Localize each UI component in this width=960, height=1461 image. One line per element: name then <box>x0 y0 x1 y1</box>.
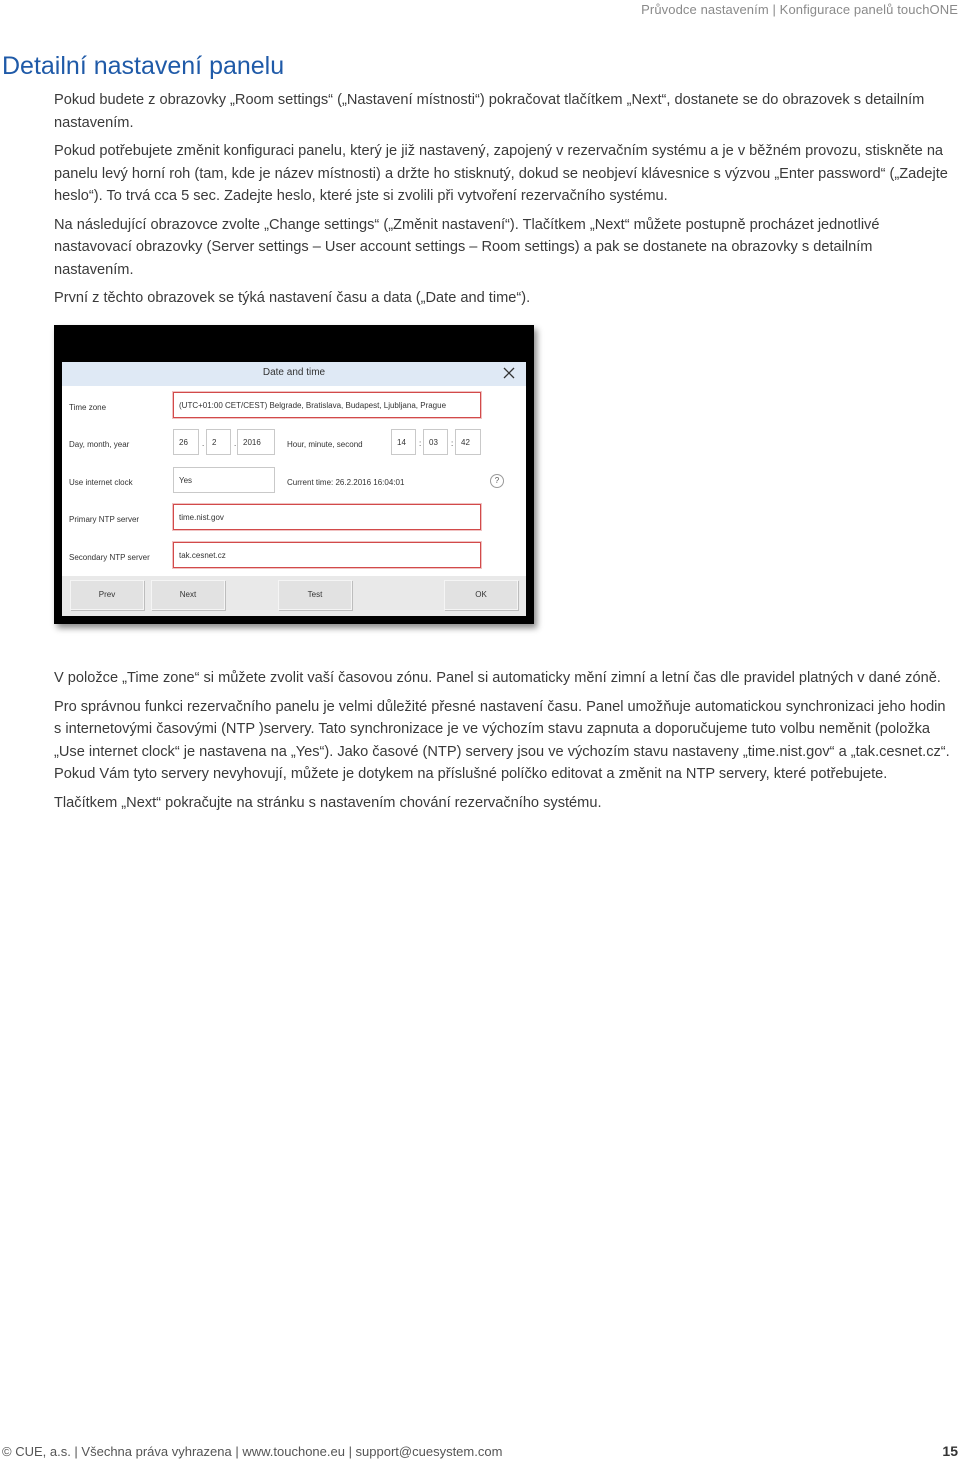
explanation-text <box>54 667 954 820</box>
help-button[interactable]: ? <box>490 474 504 488</box>
primary-ntp-label: Primary NTP server <box>69 515 140 524</box>
hour-field[interactable]: 14 <box>391 429 416 455</box>
time-zone-select[interactable]: (UTC+01:00 CET/CEST) Belgrade, Bratislava, Budapest, Ljubljana, Prague <box>173 392 481 418</box>
page-number: 15 <box>942 1443 958 1459</box>
date-label: Day, month, year <box>69 440 130 449</box>
panel-screenshot <box>54 325 534 624</box>
secondary-ntp-label: Secondary NTP server <box>69 553 150 562</box>
primary-ntp-field[interactable]: time.nist.gov <box>173 504 481 530</box>
time-separator: : <box>451 439 454 448</box>
paragraph: Na následující obrazovce zvolte „Change settings“ („Změnit nastavení“). Tlačítkem „Next“ můžete postupně procházet jednotlivé nastavovací obrazovky (Server settings – User account settings – Room settings) a pak se dostanete na obrazovky s detailním nastavením. <box>54 216 880 278</box>
date-separator: . <box>202 439 205 448</box>
date-time-dialog <box>62 362 526 616</box>
month-field[interactable]: 2 <box>206 429 231 455</box>
date-separator: . <box>234 439 237 448</box>
button-bar <box>62 576 526 616</box>
dialog-title: Date and time <box>262 367 326 378</box>
time-separator: : <box>419 439 422 448</box>
paragraph: Pro správnou funkci rezervačního panelu je velmi důležité přesné nastavení času. Panel umožňuje automatickou synchronizaci jeho hodin s internetovými časovými (NTP )servery. Tato synchronizace je ve výchozím stavu zapnuta a doporučujeme tuto volbu neměnit (položka „Use internet clock“ je nastavena na „Yes“). Jako časové (NTP) servery jsou ve výchozím stavu nastaveny „time.nist.gov“ a „tak.cesnet.cz“. Pokud Vám tyto servery nevyhovují, můžete je dotykem na příslušné políčko editovat a změnit na NTP servery, které potřebujete. <box>54 698 950 782</box>
time-label: Hour, minute, second <box>287 440 363 449</box>
next-button[interactable]: Next <box>151 580 225 610</box>
paragraph: Pokud budete z obrazovky „Room settings“ („Nastavení místnosti“) pokračovat tlačítkem „Next“, dostanete se do obrazovek s detailním nastavením. <box>54 92 925 131</box>
time-zone-label: Time zone <box>69 403 107 412</box>
page-footer: © CUE, a.s. | Všechna práva vyhrazena | www.touchone.eu | support@cuesystem.com <box>2 1444 503 1459</box>
second-field[interactable]: 42 <box>455 429 481 455</box>
internet-clock-label: Use internet clock <box>69 478 133 487</box>
intro-text <box>54 89 954 316</box>
test-button[interactable]: Test <box>278 580 352 610</box>
secondary-ntp-field[interactable]: tak.cesnet.cz <box>173 542 481 568</box>
ok-button[interactable]: OK <box>444 580 518 610</box>
minute-field[interactable]: 03 <box>423 429 448 455</box>
paragraph: V položce „Time zone“ si můžete zvolit vaší časovou zónu. Panel si automaticky mění zimní a letní čas dle pravidel platných v dané zóně. <box>54 670 941 686</box>
dialog-titlebar <box>62 362 526 386</box>
year-field[interactable]: 2016 <box>237 429 275 455</box>
prev-button[interactable]: Prev <box>70 580 144 610</box>
running-header: Průvodce nastavením | Konfigurace panelů touchONE <box>641 2 958 17</box>
paragraph: Pokud potřebujete změnit konfiguraci panelu, který je již nastavený, zapojený v rezervačním systému a je v běžném provozu, stiskněte na panelu levý horní roh (tam, kde je název místnosti) a držte ho stisknutý, dokud se neobjeví klávesnice s výzvou „Enter password“ („Zadejte heslo“). To trvá cca 5 sec. Zadejte heslo, které jste si zvolili při vytvoření rezervačního systému. <box>54 143 948 204</box>
day-field[interactable]: 26 <box>173 429 199 455</box>
paragraph: Tlačítkem „Next“ pokračujte na stránku s nastavením chování rezervačního systému. <box>54 794 602 811</box>
current-time-text: Current time: 26.2.2016 16:04:01 <box>287 478 405 487</box>
paragraph: První z těchto obrazovek se týká nastavení času a data („Date and time“). <box>54 290 531 306</box>
internet-clock-select[interactable]: Yes <box>173 467 275 493</box>
close-icon[interactable] <box>502 366 516 380</box>
page-title: Detailní nastavení panelu <box>2 52 285 80</box>
